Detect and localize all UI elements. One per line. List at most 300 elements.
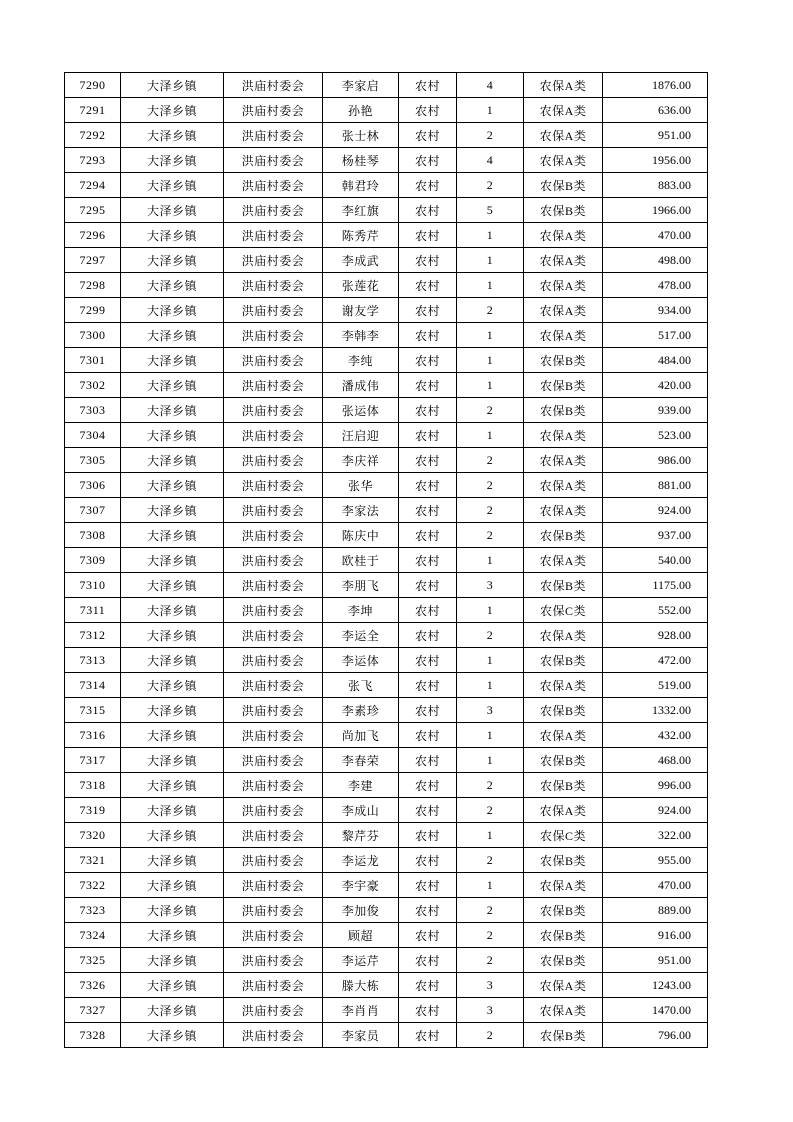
cell-person-count: 1 bbox=[457, 348, 524, 373]
table-body bbox=[65, 73, 708, 1048]
cell-id: 7314 bbox=[65, 673, 121, 698]
cell-insurance-category: 农保A类 bbox=[524, 323, 603, 348]
cell-insurance-category: 农保A类 bbox=[524, 73, 603, 98]
cell-person-count: 3 bbox=[457, 573, 524, 598]
cell-person-name: 李庆祥 bbox=[323, 448, 399, 473]
cell-town: 大泽乡镇 bbox=[121, 373, 224, 398]
cell-village-committee: 洪庙村委会 bbox=[224, 323, 323, 348]
cell-insurance-category: 农保A类 bbox=[524, 798, 603, 823]
cell-amount: 432.00 bbox=[603, 723, 708, 748]
table-row bbox=[65, 123, 708, 148]
cell-household-type: 农村 bbox=[399, 473, 457, 498]
cell-person-name: 李朋飞 bbox=[323, 573, 399, 598]
cell-person-name: 张士林 bbox=[323, 123, 399, 148]
cell-person-count: 1 bbox=[457, 223, 524, 248]
cell-town: 大泽乡镇 bbox=[121, 773, 224, 798]
cell-person-count: 2 bbox=[457, 298, 524, 323]
cell-amount: 986.00 bbox=[603, 448, 708, 473]
cell-insurance-category: 农保B类 bbox=[524, 398, 603, 423]
cell-insurance-category: 农保B类 bbox=[524, 848, 603, 873]
cell-village-committee: 洪庙村委会 bbox=[224, 798, 323, 823]
cell-town: 大泽乡镇 bbox=[121, 598, 224, 623]
cell-person-name: 李运芹 bbox=[323, 948, 399, 973]
cell-insurance-category: 农保A类 bbox=[524, 98, 603, 123]
cell-village-committee: 洪庙村委会 bbox=[224, 948, 323, 973]
cell-village-committee: 洪庙村委会 bbox=[224, 573, 323, 598]
table-row bbox=[65, 473, 708, 498]
cell-id: 7310 bbox=[65, 573, 121, 598]
cell-insurance-category: 农保A类 bbox=[524, 448, 603, 473]
cell-id: 7328 bbox=[65, 1023, 121, 1048]
cell-village-committee: 洪庙村委会 bbox=[224, 223, 323, 248]
cell-person-count: 1 bbox=[457, 873, 524, 898]
cell-person-count: 1 bbox=[457, 598, 524, 623]
cell-village-committee: 洪庙村委会 bbox=[224, 498, 323, 523]
cell-town: 大泽乡镇 bbox=[121, 973, 224, 998]
cell-household-type: 农村 bbox=[399, 748, 457, 773]
table-row bbox=[65, 298, 708, 323]
cell-person-count: 1 bbox=[457, 323, 524, 348]
cell-insurance-category: 农保A类 bbox=[524, 473, 603, 498]
cell-person-count: 2 bbox=[457, 523, 524, 548]
cell-id: 7290 bbox=[65, 73, 121, 98]
cell-person-name: 李成山 bbox=[323, 798, 399, 823]
cell-person-name: 李运体 bbox=[323, 648, 399, 673]
cell-id: 7302 bbox=[65, 373, 121, 398]
cell-household-type: 农村 bbox=[399, 198, 457, 223]
cell-id: 7311 bbox=[65, 598, 121, 623]
cell-insurance-category: 农保A类 bbox=[524, 723, 603, 748]
cell-household-type: 农村 bbox=[399, 223, 457, 248]
cell-person-count: 1 bbox=[457, 823, 524, 848]
cell-amount: 472.00 bbox=[603, 648, 708, 673]
cell-town: 大泽乡镇 bbox=[121, 548, 224, 573]
cell-id: 7321 bbox=[65, 848, 121, 873]
cell-insurance-category: 农保A类 bbox=[524, 273, 603, 298]
table-row bbox=[65, 873, 708, 898]
cell-village-committee: 洪庙村委会 bbox=[224, 1023, 323, 1048]
cell-person-name: 李加俊 bbox=[323, 898, 399, 923]
cell-person-count: 1 bbox=[457, 423, 524, 448]
table-row bbox=[65, 348, 708, 373]
cell-town: 大泽乡镇 bbox=[121, 948, 224, 973]
cell-insurance-category: 农保A类 bbox=[524, 623, 603, 648]
cell-household-type: 农村 bbox=[399, 273, 457, 298]
cell-amount: 951.00 bbox=[603, 123, 708, 148]
cell-amount: 924.00 bbox=[603, 498, 708, 523]
cell-household-type: 农村 bbox=[399, 498, 457, 523]
table-row bbox=[65, 423, 708, 448]
cell-insurance-category: 农保B类 bbox=[524, 948, 603, 973]
cell-person-name: 李家法 bbox=[323, 498, 399, 523]
cell-amount: 1966.00 bbox=[603, 198, 708, 223]
cell-insurance-category: 农保B类 bbox=[524, 923, 603, 948]
table-row bbox=[65, 848, 708, 873]
cell-insurance-category: 农保A类 bbox=[524, 548, 603, 573]
cell-insurance-category: 农保A类 bbox=[524, 998, 603, 1023]
cell-amount: 540.00 bbox=[603, 548, 708, 573]
cell-person-name: 李家启 bbox=[323, 73, 399, 98]
cell-village-committee: 洪庙村委会 bbox=[224, 123, 323, 148]
cell-village-committee: 洪庙村委会 bbox=[224, 548, 323, 573]
cell-village-committee: 洪庙村委会 bbox=[224, 348, 323, 373]
cell-town: 大泽乡镇 bbox=[121, 723, 224, 748]
cell-id: 7312 bbox=[65, 623, 121, 648]
cell-village-committee: 洪庙村委会 bbox=[224, 873, 323, 898]
cell-household-type: 农村 bbox=[399, 1023, 457, 1048]
cell-town: 大泽乡镇 bbox=[121, 823, 224, 848]
cell-insurance-category: 农保A类 bbox=[524, 873, 603, 898]
cell-person-name: 黎芹芬 bbox=[323, 823, 399, 848]
cell-village-committee: 洪庙村委会 bbox=[224, 773, 323, 798]
cell-village-committee: 洪庙村委会 bbox=[224, 748, 323, 773]
cell-person-count: 2 bbox=[457, 473, 524, 498]
table-row bbox=[65, 698, 708, 723]
cell-insurance-category: 农保A类 bbox=[524, 673, 603, 698]
table-row bbox=[65, 823, 708, 848]
cell-person-count: 3 bbox=[457, 998, 524, 1023]
cell-village-committee: 洪庙村委会 bbox=[224, 73, 323, 98]
cell-village-committee: 洪庙村委会 bbox=[224, 248, 323, 273]
cell-amount: 1175.00 bbox=[603, 573, 708, 598]
cell-amount: 939.00 bbox=[603, 398, 708, 423]
cell-person-count: 2 bbox=[457, 123, 524, 148]
cell-person-name: 张莲花 bbox=[323, 273, 399, 298]
cell-village-committee: 洪庙村委会 bbox=[224, 173, 323, 198]
cell-household-type: 农村 bbox=[399, 573, 457, 598]
cell-amount: 951.00 bbox=[603, 948, 708, 973]
cell-amount: 470.00 bbox=[603, 873, 708, 898]
cell-amount: 1470.00 bbox=[603, 998, 708, 1023]
cell-insurance-category: 农保B类 bbox=[524, 648, 603, 673]
cell-id: 7301 bbox=[65, 348, 121, 373]
cell-id: 7295 bbox=[65, 198, 121, 223]
cell-amount: 928.00 bbox=[603, 623, 708, 648]
cell-village-committee: 洪庙村委会 bbox=[224, 973, 323, 998]
cell-person-count: 3 bbox=[457, 973, 524, 998]
table-row bbox=[65, 248, 708, 273]
cell-person-name: 汪启迎 bbox=[323, 423, 399, 448]
table-row bbox=[65, 723, 708, 748]
table-row bbox=[65, 223, 708, 248]
cell-village-committee: 洪庙村委会 bbox=[224, 148, 323, 173]
cell-village-committee: 洪庙村委会 bbox=[224, 923, 323, 948]
cell-village-committee: 洪庙村委会 bbox=[224, 523, 323, 548]
cell-village-committee: 洪庙村委会 bbox=[224, 98, 323, 123]
cell-insurance-category: 农保A类 bbox=[524, 223, 603, 248]
cell-id: 7326 bbox=[65, 973, 121, 998]
cell-insurance-category: 农保A类 bbox=[524, 298, 603, 323]
cell-amount: 934.00 bbox=[603, 298, 708, 323]
cell-amount: 881.00 bbox=[603, 473, 708, 498]
cell-town: 大泽乡镇 bbox=[121, 248, 224, 273]
cell-amount: 470.00 bbox=[603, 223, 708, 248]
cell-id: 7323 bbox=[65, 898, 121, 923]
cell-household-type: 农村 bbox=[399, 448, 457, 473]
cell-person-name: 顾超 bbox=[323, 923, 399, 948]
cell-insurance-category: 农保B类 bbox=[524, 348, 603, 373]
cell-town: 大泽乡镇 bbox=[121, 573, 224, 598]
cell-person-count: 4 bbox=[457, 148, 524, 173]
cell-amount: 517.00 bbox=[603, 323, 708, 348]
cell-household-type: 农村 bbox=[399, 523, 457, 548]
cell-person-name: 陈秀芹 bbox=[323, 223, 399, 248]
cell-person-count: 4 bbox=[457, 73, 524, 98]
cell-amount: 1243.00 bbox=[603, 973, 708, 998]
cell-person-name: 李春荣 bbox=[323, 748, 399, 773]
cell-town: 大泽乡镇 bbox=[121, 923, 224, 948]
cell-town: 大泽乡镇 bbox=[121, 148, 224, 173]
cell-town: 大泽乡镇 bbox=[121, 323, 224, 348]
cell-household-type: 农村 bbox=[399, 948, 457, 973]
cell-insurance-category: 农保B类 bbox=[524, 573, 603, 598]
cell-town: 大泽乡镇 bbox=[121, 798, 224, 823]
table-row bbox=[65, 148, 708, 173]
cell-town: 大泽乡镇 bbox=[121, 73, 224, 98]
cell-amount: 883.00 bbox=[603, 173, 708, 198]
cell-village-committee: 洪庙村委会 bbox=[224, 298, 323, 323]
cell-town: 大泽乡镇 bbox=[121, 648, 224, 673]
cell-village-committee: 洪庙村委会 bbox=[224, 373, 323, 398]
cell-id: 7324 bbox=[65, 923, 121, 948]
cell-household-type: 农村 bbox=[399, 173, 457, 198]
table-row bbox=[65, 998, 708, 1023]
cell-amount: 937.00 bbox=[603, 523, 708, 548]
cell-household-type: 农村 bbox=[399, 923, 457, 948]
cell-person-count: 1 bbox=[457, 648, 524, 673]
cell-id: 7315 bbox=[65, 698, 121, 723]
cell-person-count: 1 bbox=[457, 723, 524, 748]
cell-household-type: 农村 bbox=[399, 973, 457, 998]
cell-amount: 1332.00 bbox=[603, 698, 708, 723]
table-row bbox=[65, 923, 708, 948]
cell-insurance-category: 农保C类 bbox=[524, 823, 603, 848]
cell-town: 大泽乡镇 bbox=[121, 473, 224, 498]
cell-person-count: 1 bbox=[457, 373, 524, 398]
cell-id: 7309 bbox=[65, 548, 121, 573]
cell-town: 大泽乡镇 bbox=[121, 498, 224, 523]
cell-person-count: 2 bbox=[457, 173, 524, 198]
cell-person-count: 1 bbox=[457, 673, 524, 698]
cell-village-committee: 洪庙村委会 bbox=[224, 723, 323, 748]
cell-town: 大泽乡镇 bbox=[121, 873, 224, 898]
cell-person-count: 2 bbox=[457, 448, 524, 473]
cell-id: 7305 bbox=[65, 448, 121, 473]
cell-id: 7313 bbox=[65, 648, 121, 673]
cell-person-count: 1 bbox=[457, 98, 524, 123]
table-row bbox=[65, 573, 708, 598]
cell-insurance-category: 农保A类 bbox=[524, 123, 603, 148]
cell-id: 7316 bbox=[65, 723, 121, 748]
cell-town: 大泽乡镇 bbox=[121, 898, 224, 923]
table-row bbox=[65, 798, 708, 823]
cell-insurance-category: 农保A类 bbox=[524, 423, 603, 448]
cell-village-committee: 洪庙村委会 bbox=[224, 623, 323, 648]
cell-id: 7325 bbox=[65, 948, 121, 973]
cell-person-name: 韩君玲 bbox=[323, 173, 399, 198]
cell-household-type: 农村 bbox=[399, 773, 457, 798]
cell-town: 大泽乡镇 bbox=[121, 298, 224, 323]
cell-town: 大泽乡镇 bbox=[121, 423, 224, 448]
cell-amount: 1876.00 bbox=[603, 73, 708, 98]
cell-household-type: 农村 bbox=[399, 73, 457, 98]
table-row bbox=[65, 373, 708, 398]
table-row bbox=[65, 523, 708, 548]
cell-person-name: 尚加飞 bbox=[323, 723, 399, 748]
cell-town: 大泽乡镇 bbox=[121, 848, 224, 873]
cell-town: 大泽乡镇 bbox=[121, 1023, 224, 1048]
cell-amount: 636.00 bbox=[603, 98, 708, 123]
cell-amount: 519.00 bbox=[603, 673, 708, 698]
table-row bbox=[65, 948, 708, 973]
cell-town: 大泽乡镇 bbox=[121, 348, 224, 373]
cell-id: 7304 bbox=[65, 423, 121, 448]
cell-household-type: 农村 bbox=[399, 348, 457, 373]
table-row bbox=[65, 398, 708, 423]
cell-household-type: 农村 bbox=[399, 548, 457, 573]
table-row bbox=[65, 773, 708, 798]
cell-insurance-category: 农保B类 bbox=[524, 173, 603, 198]
cell-id: 7299 bbox=[65, 298, 121, 323]
cell-household-type: 农村 bbox=[399, 873, 457, 898]
cell-person-name: 李素珍 bbox=[323, 698, 399, 723]
cell-person-name: 张飞 bbox=[323, 673, 399, 698]
cell-person-count: 5 bbox=[457, 198, 524, 223]
cell-person-count: 2 bbox=[457, 898, 524, 923]
cell-person-name: 李建 bbox=[323, 773, 399, 798]
table-row bbox=[65, 498, 708, 523]
cell-person-name: 李肖肖 bbox=[323, 998, 399, 1023]
table-row bbox=[65, 623, 708, 648]
cell-id: 7296 bbox=[65, 223, 121, 248]
cell-id: 7306 bbox=[65, 473, 121, 498]
benefits-table bbox=[64, 72, 708, 1048]
cell-person-name: 欧桂于 bbox=[323, 548, 399, 573]
cell-person-count: 1 bbox=[457, 748, 524, 773]
cell-person-name: 张运体 bbox=[323, 398, 399, 423]
cell-person-name: 李纯 bbox=[323, 348, 399, 373]
table-row bbox=[65, 273, 708, 298]
cell-village-committee: 洪庙村委会 bbox=[224, 998, 323, 1023]
cell-household-type: 农村 bbox=[399, 373, 457, 398]
cell-id: 7292 bbox=[65, 123, 121, 148]
cell-person-name: 李运龙 bbox=[323, 848, 399, 873]
cell-household-type: 农村 bbox=[399, 248, 457, 273]
table-row bbox=[65, 548, 708, 573]
table-row bbox=[65, 448, 708, 473]
cell-person-name: 李红旗 bbox=[323, 198, 399, 223]
cell-town: 大泽乡镇 bbox=[121, 698, 224, 723]
cell-person-count: 2 bbox=[457, 923, 524, 948]
cell-household-type: 农村 bbox=[399, 648, 457, 673]
cell-person-name: 谢友学 bbox=[323, 298, 399, 323]
table-row bbox=[65, 973, 708, 998]
cell-person-count: 2 bbox=[457, 948, 524, 973]
cell-insurance-category: 农保B类 bbox=[524, 748, 603, 773]
cell-household-type: 农村 bbox=[399, 898, 457, 923]
cell-insurance-category: 农保B类 bbox=[524, 698, 603, 723]
cell-person-count: 2 bbox=[457, 623, 524, 648]
cell-amount: 889.00 bbox=[603, 898, 708, 923]
table-row bbox=[65, 198, 708, 223]
table-row bbox=[65, 173, 708, 198]
cell-village-committee: 洪庙村委会 bbox=[224, 898, 323, 923]
cell-household-type: 农村 bbox=[399, 673, 457, 698]
cell-town: 大泽乡镇 bbox=[121, 398, 224, 423]
cell-village-committee: 洪庙村委会 bbox=[224, 198, 323, 223]
cell-household-type: 农村 bbox=[399, 123, 457, 148]
cell-id: 7318 bbox=[65, 773, 121, 798]
cell-person-count: 2 bbox=[457, 773, 524, 798]
cell-village-committee: 洪庙村委会 bbox=[224, 823, 323, 848]
cell-person-count: 2 bbox=[457, 498, 524, 523]
cell-person-count: 2 bbox=[457, 798, 524, 823]
cell-id: 7291 bbox=[65, 98, 121, 123]
cell-insurance-category: 农保B类 bbox=[524, 773, 603, 798]
cell-person-count: 3 bbox=[457, 698, 524, 723]
cell-town: 大泽乡镇 bbox=[121, 123, 224, 148]
cell-person-name: 李坤 bbox=[323, 598, 399, 623]
cell-insurance-category: 农保A类 bbox=[524, 498, 603, 523]
cell-id: 7327 bbox=[65, 998, 121, 1023]
cell-amount: 916.00 bbox=[603, 923, 708, 948]
cell-household-type: 农村 bbox=[399, 823, 457, 848]
cell-village-committee: 洪庙村委会 bbox=[224, 398, 323, 423]
cell-amount: 796.00 bbox=[603, 1023, 708, 1048]
cell-amount: 484.00 bbox=[603, 348, 708, 373]
cell-id: 7294 bbox=[65, 173, 121, 198]
table-row bbox=[65, 898, 708, 923]
cell-amount: 498.00 bbox=[603, 248, 708, 273]
cell-town: 大泽乡镇 bbox=[121, 623, 224, 648]
cell-amount: 468.00 bbox=[603, 748, 708, 773]
cell-household-type: 农村 bbox=[399, 398, 457, 423]
cell-insurance-category: 农保B类 bbox=[524, 373, 603, 398]
cell-amount: 955.00 bbox=[603, 848, 708, 873]
cell-town: 大泽乡镇 bbox=[121, 198, 224, 223]
cell-id: 7317 bbox=[65, 748, 121, 773]
cell-amount: 478.00 bbox=[603, 273, 708, 298]
cell-household-type: 农村 bbox=[399, 723, 457, 748]
table-row bbox=[65, 748, 708, 773]
cell-person-count: 1 bbox=[457, 548, 524, 573]
cell-village-committee: 洪庙村委会 bbox=[224, 698, 323, 723]
cell-id: 7319 bbox=[65, 798, 121, 823]
table-row bbox=[65, 598, 708, 623]
table-row bbox=[65, 1023, 708, 1048]
table-row bbox=[65, 98, 708, 123]
cell-household-type: 农村 bbox=[399, 998, 457, 1023]
cell-amount: 420.00 bbox=[603, 373, 708, 398]
cell-household-type: 农村 bbox=[399, 598, 457, 623]
cell-town: 大泽乡镇 bbox=[121, 673, 224, 698]
cell-id: 7303 bbox=[65, 398, 121, 423]
cell-person-count: 1 bbox=[457, 273, 524, 298]
cell-town: 大泽乡镇 bbox=[121, 523, 224, 548]
cell-town: 大泽乡镇 bbox=[121, 998, 224, 1023]
cell-town: 大泽乡镇 bbox=[121, 173, 224, 198]
cell-household-type: 农村 bbox=[399, 423, 457, 448]
cell-id: 7297 bbox=[65, 248, 121, 273]
cell-town: 大泽乡镇 bbox=[121, 273, 224, 298]
cell-town: 大泽乡镇 bbox=[121, 448, 224, 473]
cell-insurance-category: 农保A类 bbox=[524, 248, 603, 273]
cell-person-name: 陈庆中 bbox=[323, 523, 399, 548]
cell-person-name: 李运全 bbox=[323, 623, 399, 648]
cell-person-count: 2 bbox=[457, 1023, 524, 1048]
cell-amount: 322.00 bbox=[603, 823, 708, 848]
cell-insurance-category: 农保B类 bbox=[524, 1023, 603, 1048]
